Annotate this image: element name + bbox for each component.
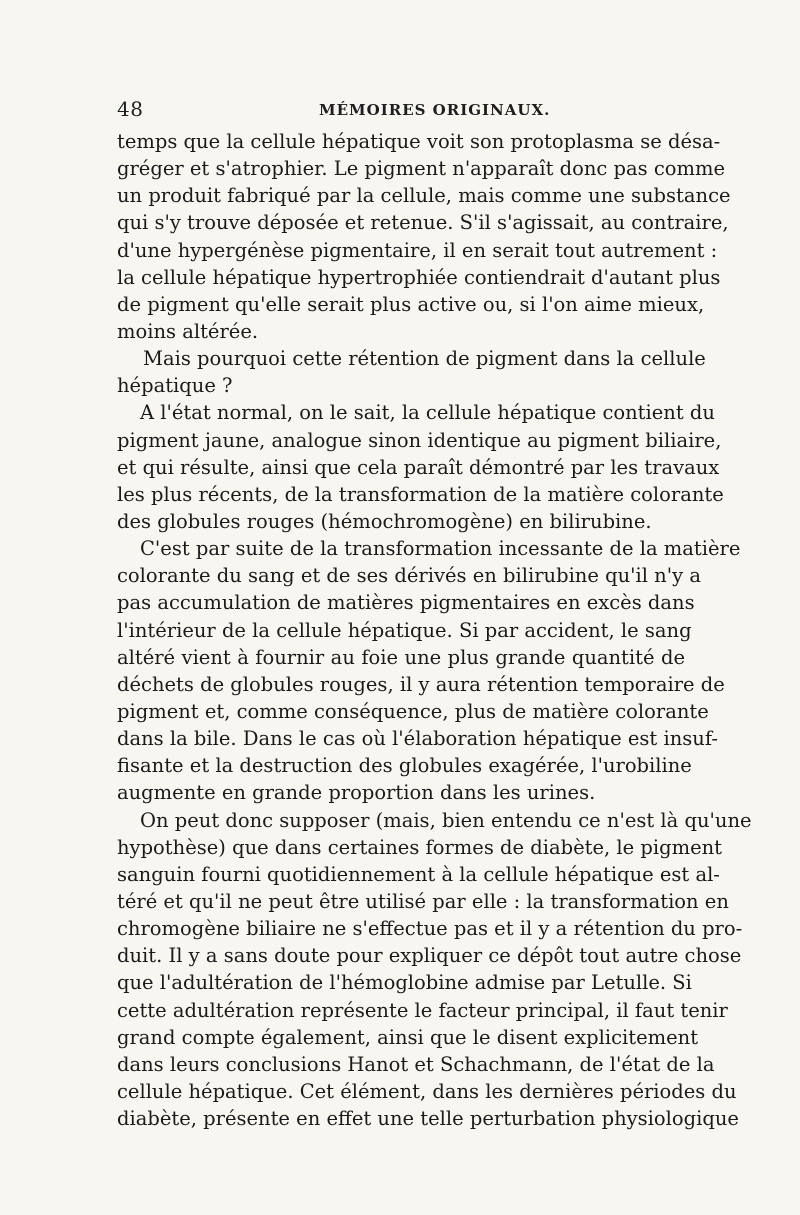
text-line: On peut donc supposer (mais, bien entendu ce n'est là qu'une	[140, 808, 752, 832]
text-line: augmente en grande proportion dans les urines.	[117, 781, 596, 805]
text-line: la cellule hépatique hypertrophiée contiendrait d'autant plus	[117, 265, 721, 289]
text-line: grand compte également, ainsi que le disent explicitement	[117, 1025, 699, 1049]
text-line: téré et qu'il ne peut être utilisé par elle : la transformation en	[117, 889, 729, 913]
text-line: C'est par suite de la transformation incessante de la matière	[140, 537, 741, 561]
text-line: pigment et, comme conséquence, plus de matière colorante	[117, 699, 709, 723]
text-line: déchets de globules rouges, il y aura rétention temporaire de	[117, 672, 725, 696]
running-title: MÉMOIRES ORIGINAUX.	[319, 101, 551, 119]
text-line: diabète, présente en effet une telle perturbation physiologique	[117, 1107, 739, 1131]
text-line: d'une hypergénèse pigmentaire, il en serait tout autrement :	[117, 238, 718, 262]
text-line: sanguin fourni quotidiennement à la cellule hépatique est al-	[117, 862, 720, 886]
text-line: colorante du sang et de ses dérivés en bilirubine qu'il n'y a	[117, 564, 701, 588]
text-line: chromogène biliaire ne s'effectue pas et il y a rétention du pro-	[117, 917, 743, 941]
text-line: duit. Il y a sans doute pour expliquer ce dépôt tout autre chose	[117, 944, 742, 968]
text-line: dans leurs conclusions Hanot et Schachmann, de l'état de la	[117, 1052, 715, 1076]
text-line: de pigment qu'elle serait plus active ou, si l'on aime mieux,	[117, 292, 705, 316]
text-line: gréger et s'atrophier. Le pigment n'apparaît donc pas comme	[117, 157, 726, 181]
text-line: cellule hépatique. Cet élément, dans les dernières périodes du	[117, 1079, 737, 1103]
text-line: pigment jaune, analogue sinon identique au pigment biliaire,	[117, 428, 722, 452]
body-text	[117, 128, 752, 1132]
text-line: et qui résulte, ainsi que cela paraît démontré par les travaux	[117, 455, 720, 479]
text-line: l'intérieur de la cellule hépatique. Si par accident, le sang	[117, 618, 692, 642]
text-line: hépatique ?	[117, 374, 233, 398]
text-line: qui s'y trouve déposée et retenue. S'il s'agissait, au contraire,	[117, 211, 729, 235]
text-line: les plus récents, de la transformation de la matière colorante	[117, 482, 724, 506]
text-line: temps que la cellule hépatique voit son protoplasma se désa-	[117, 130, 721, 153]
page-number: 48	[117, 97, 144, 121]
text-line: moins altérée.	[117, 319, 259, 343]
text-line: pas accumulation de matières pigmentaires en excès dans	[117, 591, 695, 615]
text-line: fisante et la destruction des globules exagérée, l'urobiline	[117, 754, 692, 778]
page-header	[117, 97, 687, 127]
text-line: A l'état normal, on le sait, la cellule hépatique contient du	[140, 401, 715, 425]
text-line: des globules rouges (hémochromogène) en bilirubine.	[117, 509, 652, 533]
text-line: que l'adultération de l'hémoglobine admise par Letulle. Si	[117, 971, 692, 995]
text-line: altéré vient à fournir au foie une plus grande quantité de	[117, 645, 685, 669]
text-line: cette adultération représente le facteur principal, il faut tenir	[117, 998, 728, 1022]
text-line: un produit fabriqué par la cellule, mais comme une substance	[117, 184, 731, 208]
text-line: hypothèse) que dans certaines formes de diabète, le pigment	[117, 835, 723, 859]
text-line: Mais pourquoi cette rétention de pigment dans la cellule	[143, 347, 706, 371]
text-line: dans la bile. Dans le cas où l'élaboration hépatique est insuf-	[117, 727, 718, 751]
